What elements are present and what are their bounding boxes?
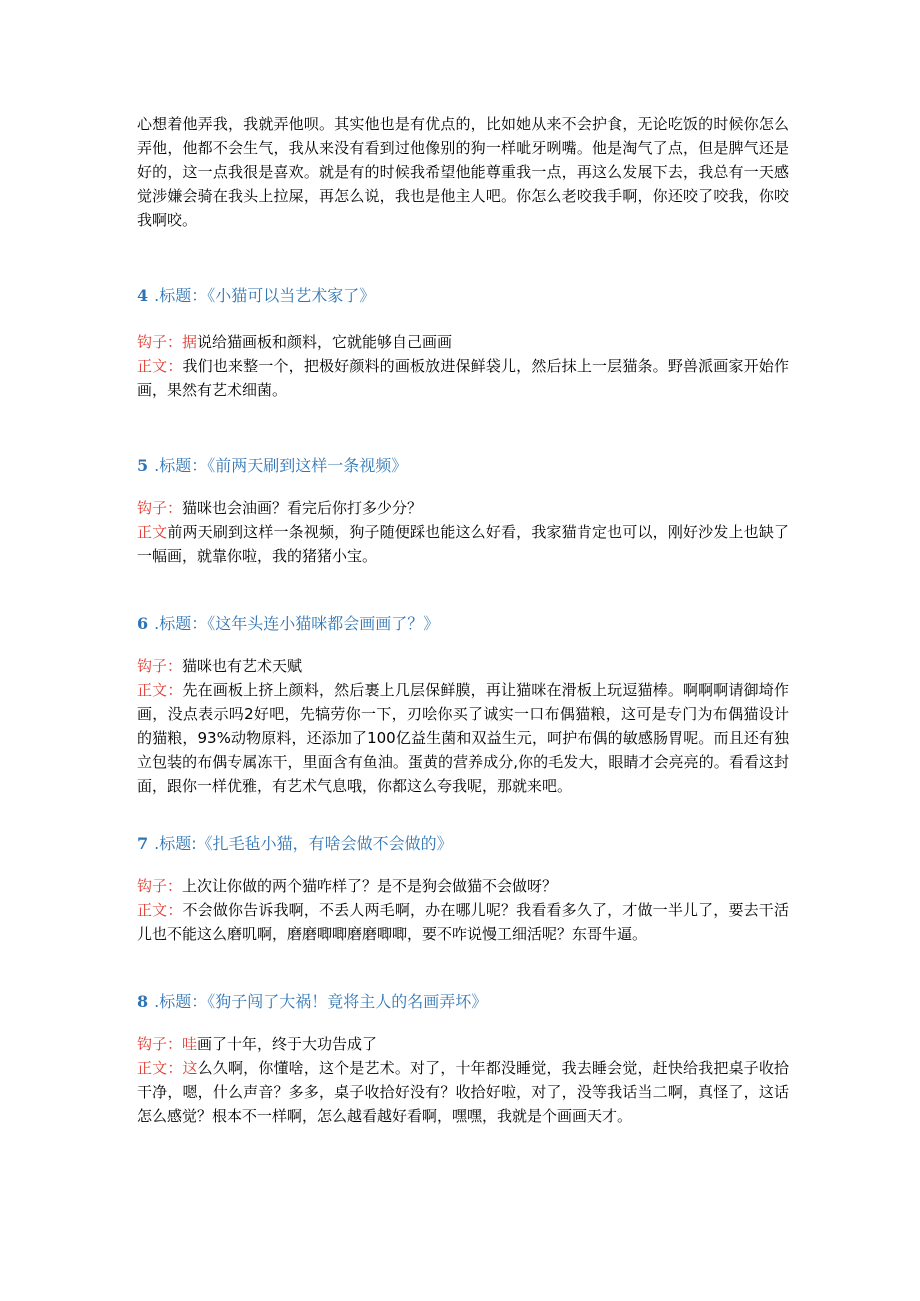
section-title: .标题：《前两天刷到这样一条视频》 bbox=[154, 456, 408, 475]
section-number: 5 bbox=[137, 456, 149, 475]
body-label: 正文 bbox=[137, 523, 168, 541]
hook-label: 钩子： bbox=[137, 877, 183, 895]
section-8-hook bbox=[137, 1032, 789, 1056]
section-title: .标题：《小猫可以当艺术家了》 bbox=[154, 286, 376, 305]
section-number: 4 bbox=[137, 286, 149, 305]
section-4-hook bbox=[137, 330, 789, 354]
section-number: 7 bbox=[137, 834, 149, 853]
section-6-heading bbox=[137, 612, 789, 636]
body-text: 先在画板上挤上颜料，然后裹上几层保鲜膜，再让猫咪在滑板上玩逗猫棒。啊啊啊请御埼作画，没点表示吗2好吧，先犒劳你一下，刃哙你买了诚实一口布偶猫粮，这可是专门为布偶猫设计的猫粮，93%动物原料，还添加了100亿益生菌和双益生元，呵护布偶的敏感肠胃呢。而且还有独立包装的布偶专属冻干，里面含有鱼油。蛋黄的营养成分,你的毛发大，眼睛才会亮亮的。看看这封面，跟你一样优雅，有艺术气息哦，你都这么夸我呢，那就来吧。 bbox=[137, 681, 789, 795]
section-8-heading bbox=[137, 990, 789, 1014]
section-number: 8 bbox=[137, 992, 149, 1011]
section-5-hook bbox=[137, 496, 789, 520]
body-label: 正文：这 bbox=[137, 1059, 198, 1077]
section-title: .标题：《这年头连小猫咪都会画画了？》 bbox=[154, 614, 440, 633]
section-title: .标题：《狗子闯了大祸！竟将主人的名画弄坏》 bbox=[154, 992, 488, 1011]
body-label: 正文： bbox=[137, 357, 183, 375]
section-5-body bbox=[137, 520, 789, 568]
section-6-hook bbox=[137, 654, 789, 678]
section-title: .标题:《扎毛毡小猫，有啥会做不会做的》 bbox=[154, 834, 453, 853]
section-number: 6 bbox=[137, 614, 149, 633]
intro-paragraph: 心想着他弄我，我就弄他呗。其实他也是有优点的，比如她从来不会护食，无论吃饭的时候你怎么弄他，他都不会生气，我从来没有看到过他像别的狗一样呲牙咧嘴。他是淘气了点，但是脾气还是好的，这一点我很是喜欢。就是有的时候我希望他能尊重我一点，再这么发展下去，我总有一天感觉涉嫌会骑在我头上拉屎，再怎么说，我也是他主人吧。你怎么老咬我手啊，你还咬了咬我，你咬我啊咬。 bbox=[137, 115, 789, 229]
hook-text: 说给猫画板和颜料，它就能够自己画画 bbox=[197, 333, 453, 351]
hook-text: 上次让你做的两个猫咋样了？是不是狗会做猫不会做呀？ bbox=[182, 877, 558, 895]
body-text: 不会做你告诉我啊，不丢人两毛啊，办在哪儿呢？我看看多久了，才做一半儿了，要去干活儿也不能这么磨叽啊，磨磨唧唧磨磨唧唧，要不咋说慢工细活呢？东哥牛逼。 bbox=[137, 901, 789, 943]
hook-text: 猫咪也有艺术天赋 bbox=[182, 657, 303, 675]
hook-text: 画了十年，终于大功告成了 bbox=[197, 1035, 378, 1053]
body-text: 我们也来整一个，把极好颜料的画板放进保鲜袋儿，然后抹上一层猫条。野兽派画家开始作画，果然有艺术细菌。 bbox=[137, 357, 789, 399]
hook-label: 钩子：哇 bbox=[137, 1035, 198, 1053]
body-text: 前两天刷到这样一条视频，狗子随便踩也能这么好看，我家猫肯定也可以，刚好沙发上也缺了一幅画，就靠你啦，我的猪猪小宝。 bbox=[137, 523, 789, 565]
section-7-hook bbox=[137, 874, 789, 898]
document-page bbox=[137, 112, 789, 1128]
section-4-body bbox=[137, 354, 789, 402]
body-label: 正文： bbox=[137, 681, 183, 699]
section-7-heading bbox=[137, 832, 789, 856]
section-8-body bbox=[137, 1056, 789, 1128]
hook-label: 钩子： bbox=[137, 657, 183, 675]
body-text: 么久啊，你懂啥，这个是艺术。对了，十年都没睡觉，我去睡会觉，赶快给我把桌子收拾干净，嗯，什么声音？多多，桌子收拾好没有？收拾好啦，对了，没等我话当二啊，真怪了，这话怎么感觉？根本不一样啊，怎么越看越好看啊，嘿嘿，我就是个画画天才。 bbox=[137, 1059, 789, 1125]
hook-label: 钩子： bbox=[137, 499, 183, 517]
section-4-heading bbox=[137, 284, 789, 308]
section-5-heading bbox=[137, 454, 789, 478]
hook-label: 钩子：据 bbox=[137, 333, 198, 351]
section-7-body bbox=[137, 898, 789, 946]
section-6-body bbox=[137, 678, 789, 798]
body-label: 正文： bbox=[137, 901, 183, 919]
hook-text: 猫咪也会油画？看完后你打多少分？ bbox=[182, 499, 423, 517]
